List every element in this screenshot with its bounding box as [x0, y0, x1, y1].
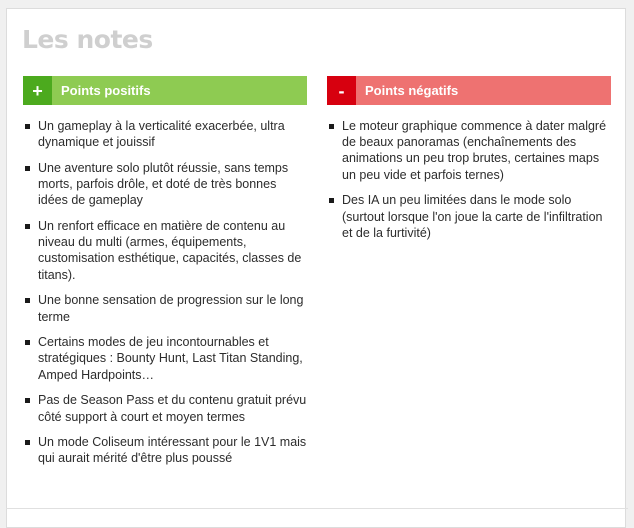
divider [6, 508, 628, 509]
minus-icon: - [327, 76, 356, 105]
positive-points-label: Points positifs [52, 76, 307, 105]
negative-points-list [327, 118, 611, 241]
positive-points-list [23, 118, 307, 467]
list-item: Un mode Coliseum intéressant pour le 1V1 mais qui aurait mérité d'être plus poussé [23, 434, 307, 466]
positive-points-column [23, 76, 307, 476]
negative-points-header [327, 76, 611, 105]
section-title: Les notes [22, 25, 153, 54]
list-item: Pas de Season Pass et du contenu gratuit prévu côté support à court et moyen termes [23, 392, 307, 424]
negative-points-label: Points négatifs [356, 76, 611, 105]
list-item: Un gameplay à la verticalité exacerbée, ultra dynamique et jouissif [23, 118, 307, 150]
plus-icon: + [23, 76, 52, 105]
list-item: Une aventure solo plutôt réussie, sans temps morts, parfois drôle, et doté de très bonnes idées de gameplay [23, 160, 307, 209]
negative-points-column [327, 76, 611, 250]
list-item: Le moteur graphique commence à dater malgré de beaux panoramas (enchaînements des animations un peu trop brutes, certaines maps un peu vide et parfois ternes) [327, 118, 611, 183]
list-item: Une bonne sensation de progression sur le long terme [23, 292, 307, 324]
list-item: Certains modes de jeu incontournables et stratégiques : Bounty Hunt, Last Titan Standing, Amped Hardpoints… [23, 334, 307, 383]
list-item: Des IA un peu limitées dans le mode solo (surtout lorsque l'on joue la carte de l'infiltration et de la furtivité) [327, 192, 611, 241]
list-item: Un renfort efficace en matière de contenu au niveau du multi (armes, équipements, customisation esthétique, capacités, classes de titans). [23, 218, 307, 283]
notes-card [6, 8, 626, 528]
positive-points-header [23, 76, 307, 105]
